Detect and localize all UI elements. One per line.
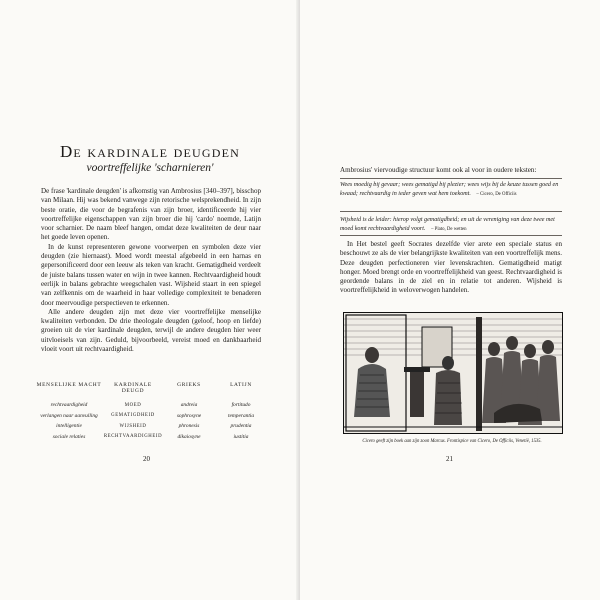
page-number: 21 bbox=[446, 455, 453, 463]
table-header bbox=[36, 382, 268, 394]
table-cell: dikaiosyne bbox=[177, 433, 201, 440]
quote-attribution: – Plato, De wetten bbox=[431, 226, 467, 232]
header-cell: GRIEKS bbox=[177, 382, 201, 388]
table-cell: fortitudo bbox=[231, 402, 251, 409]
quote-rule bbox=[340, 211, 562, 212]
paragraph: De frase 'kardinale deugden' is afkomstig van Ambrosius [340–397], bisschop van Milaan. Hij was bekend vanwege zijn retorische welsprekendheid. In zijn beste oratie, die voor de begrafenis van zijn broer, identificeerde hij vier voortreffelijke eigenschappen van zijn broer die hij 'cardo' noemde, Latijn voor scharnier. De naam bleef hangen, omdat deze kwaliteiten de deur naar het goede leven openen. bbox=[41, 187, 261, 242]
quote-text: Wijsheid is de leider: hierop volgt gematigdheid; en uit de vereniging van deze twee met moed komt rechtvaardigheid voort. bbox=[340, 217, 555, 232]
table-cell: sociale relaties bbox=[52, 433, 86, 440]
table-cell: MOED bbox=[124, 402, 142, 408]
table-cell: sophrosyne bbox=[176, 412, 202, 419]
table-row bbox=[36, 432, 268, 443]
chapter-title: De kardinale deugden bbox=[59, 142, 241, 161]
virtues-table bbox=[36, 382, 268, 442]
paragraph: Alle andere deugden zijn met deze vier voortreffelijke menselijke kwaliteiten verbonden. De drie theologale deugden (geloof, hoop en liefde) groeien uit de vier kardinale deugden, terwijl de andere deugden hier weer uitvloeisels van zijn. Geduld, bijvoorbeeld, vereist moed en dankbaarheid vloeit voort uit rechtvaardigheid. bbox=[41, 307, 261, 354]
intro-line: Ambrosius' viervoudige structuur komt ook al voor in oudere teksten: bbox=[340, 166, 537, 174]
header-cell: LATIJN bbox=[230, 382, 252, 388]
table-cell: prudentia bbox=[230, 423, 252, 430]
woodcut-image bbox=[344, 313, 562, 433]
table-cell: iustitia bbox=[233, 433, 249, 440]
header-cell: KARDINALE DEUGD bbox=[114, 382, 152, 394]
table-row bbox=[36, 411, 268, 422]
quote-attribution: – Cicero, De Officiis bbox=[476, 191, 517, 197]
table-cell: temperantia bbox=[227, 412, 255, 419]
quote-rule bbox=[340, 235, 562, 236]
figure-caption: Cicero geeft zijn boek aan zijn zoon Marcus. Frontispice van Cicero, De Officiis, Venetië, 1535. bbox=[362, 439, 542, 444]
woodcut-illustration bbox=[343, 312, 563, 434]
table-row bbox=[36, 400, 268, 411]
table-cell: verlangen naar aanvulling bbox=[40, 412, 98, 419]
table-cell: phronesis bbox=[178, 423, 200, 430]
left-body-text bbox=[41, 187, 261, 354]
table-row bbox=[36, 421, 268, 432]
quote-text: Wees moedig bij gevaar; wees gematigd bij plezier; wees wijs bij de keuze tussen goed en kwaad; rechtvaardig in ieder geven wat hem toekomt. bbox=[340, 182, 559, 197]
quote-rule bbox=[340, 178, 562, 179]
quote-plato bbox=[340, 216, 562, 234]
table-cell: WIJSHEID bbox=[119, 423, 147, 429]
table-cell: andreia bbox=[180, 402, 198, 409]
table-cell: GEMATIGDHEID bbox=[111, 413, 155, 419]
page-number: 20 bbox=[143, 455, 150, 463]
table-cell: intelligentie bbox=[56, 423, 82, 430]
quote-cicero bbox=[340, 181, 562, 199]
paragraph: In de kunst representeren gewone voorwerpen en symbolen deze vier deugden (zie hiernaast). Moed wordt meestal afgebeeld in een harnas en gepersonificeerd door een leeuw als teken van kracht. Gematigdheid verdeelt de juiste balans tussen water en wijn in twee kannen. Rechtvaardigheid houdt eerlijk in balans gebrachte weegschalen vast. Wijsheid staart in een spiegel van zelfkennis om de waarheid in haar volledige complexiteit te benaderen door meervoudige perspectieven te erkennen. bbox=[41, 242, 261, 307]
table-cell: RECHTVAARDIGHEID bbox=[103, 434, 163, 440]
chapter-subtitle: voortreffelijke 'scharnieren' bbox=[86, 162, 214, 174]
right-page bbox=[300, 0, 600, 600]
table-cell: rechtvaardigheid bbox=[50, 402, 88, 409]
paragraph: In Het bestel geeft Socrates dezelfde vier arete een speciale status en beschouwt ze als de vier belangrijkste kwaliteiten van een voortreffelijk mens. Deze deugden perfectioneren vier levenskrachten. Gematigdheid matigt honger. Moed brengt orde en voortreffelijkheid van geest. Rechtvaardigheid is geordende balans in de ziel en in relatie tot anderen. Wijsheid is voortreffelijkheid in weloverwogen handelen. bbox=[340, 240, 562, 295]
header-cell: MENSELIJKE MACHT bbox=[36, 382, 102, 388]
right-body-text bbox=[340, 240, 562, 296]
